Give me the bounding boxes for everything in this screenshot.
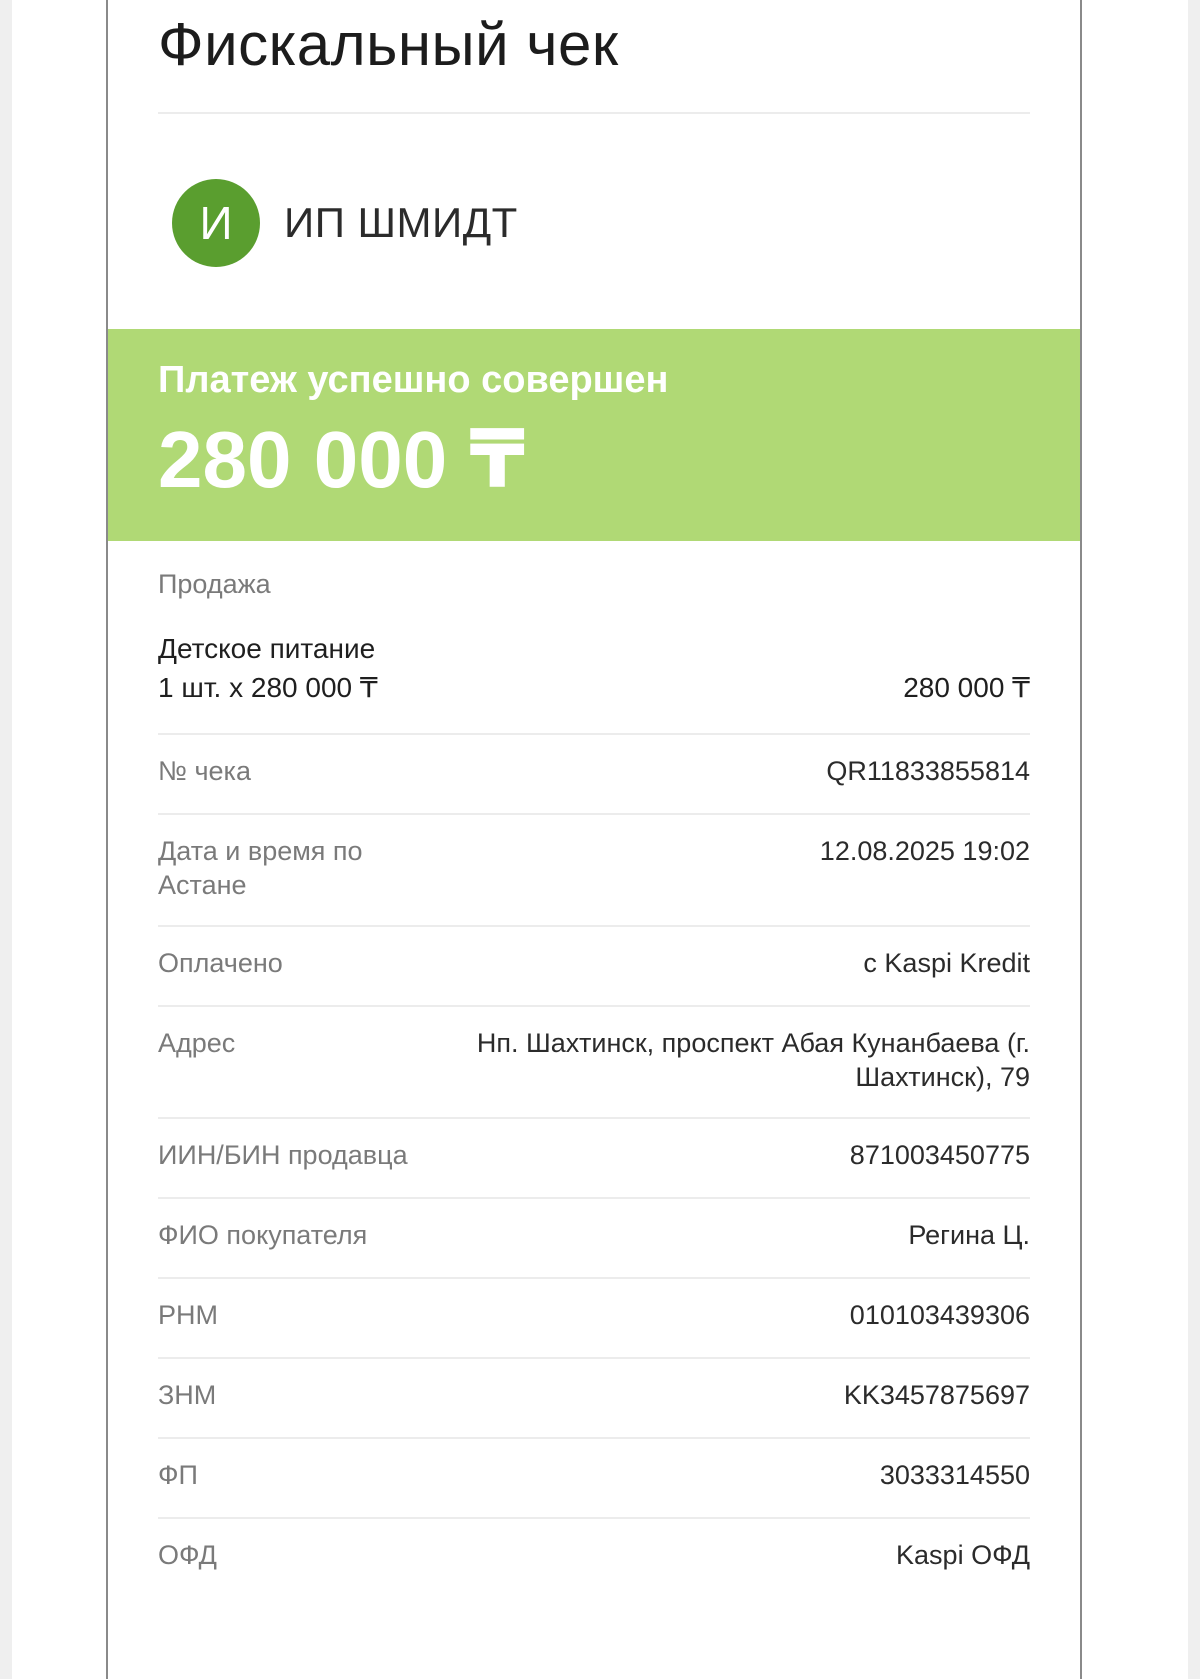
payment-status: Платеж успешно совершен [158, 359, 669, 401]
detail-row-rnm [158, 1277, 1030, 1359]
page-title: Фискальный чек [158, 11, 619, 78]
detail-value: 010103439306 [849, 1300, 1030, 1330]
detail-value: QR11833855814 [826, 756, 1030, 786]
detail-value: Kaspi ОФД [896, 1540, 1030, 1570]
detail-row-datetime [158, 813, 1030, 927]
detail-label: РНМ [158, 1300, 218, 1330]
detail-label: № чека [158, 756, 251, 786]
detail-value: 871003450775 [849, 1140, 1030, 1170]
detail-label: Оплачено [158, 948, 283, 978]
detail-label: ИИН/БИН продавца [158, 1140, 408, 1170]
detail-row-fp [158, 1437, 1030, 1519]
detail-row-address [158, 1005, 1030, 1119]
detail-row-znm [158, 1357, 1030, 1439]
detail-value: 12.08.2025 19:02 [819, 836, 1030, 866]
detail-row-ofd [158, 1517, 1030, 1597]
background-right-edge [1188, 0, 1200, 1679]
background-left-edge [0, 0, 12, 1679]
receipt-header [158, 0, 1030, 114]
detail-row-buyer-name [158, 1197, 1030, 1279]
merchant-block [172, 178, 518, 268]
detail-label: Дата и время по Астане [158, 836, 363, 900]
receipt-card [106, 0, 1082, 1679]
item-total: 280 000 ₸ [903, 672, 1030, 703]
detail-label: ЗНМ [158, 1380, 217, 1410]
detail-label: ФИО покупателя [158, 1220, 368, 1250]
merchant-name: ИП ШМИДТ [284, 199, 518, 246]
item-quantity: 1 шт. x 280 000 ₸ [158, 672, 378, 703]
avatar: И [172, 179, 260, 267]
detail-label: ФП [158, 1460, 198, 1490]
detail-value: с Kaspi Kredit [863, 948, 1030, 978]
sale-label: Продажа [158, 569, 271, 599]
detail-label: ОФД [158, 1540, 217, 1570]
payment-amount: 280 000 ₸ [158, 415, 526, 504]
sale-item [158, 633, 1030, 735]
detail-value: 3033314550 [879, 1460, 1030, 1490]
detail-row-receipt-number [158, 733, 1030, 815]
detail-value: KK3457875697 [843, 1380, 1030, 1410]
detail-value: Нп. Шахтинск, проспект Абая Кунанбаева (г. Шахтинск), 79 [476, 1028, 1030, 1092]
detail-row-paid-with [158, 925, 1030, 1007]
item-name: Детское питание [158, 633, 376, 664]
detail-row-seller-iin [158, 1117, 1030, 1199]
detail-label: Адрес [158, 1028, 236, 1058]
detail-value: Регина Ц. [908, 1220, 1030, 1250]
payment-success-banner [108, 329, 1080, 541]
